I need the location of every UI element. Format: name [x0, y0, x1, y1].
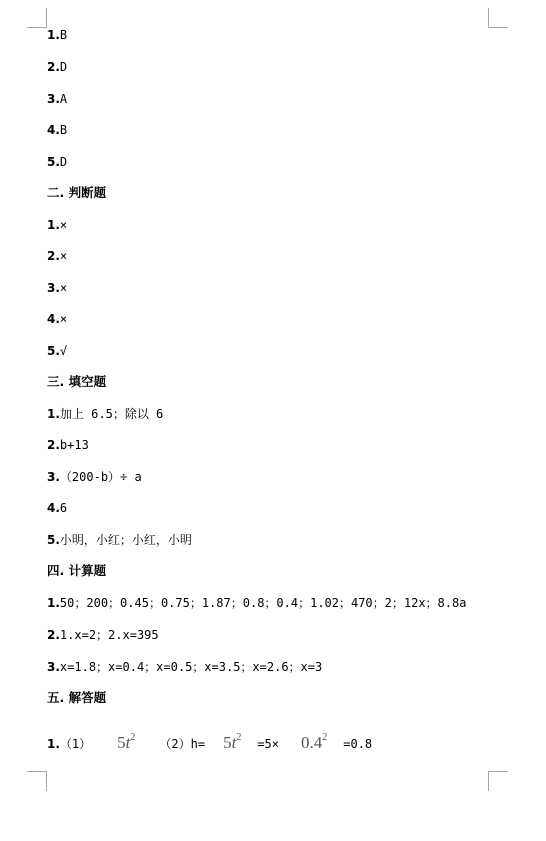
- item-number: 1.: [47, 407, 60, 421]
- item-answer: ×: [59, 249, 68, 263]
- judge-answer-3: [47, 281, 67, 295]
- corner-mark-top-right-v: [488, 8, 489, 28]
- choice-answer-4: [47, 123, 67, 137]
- corner-mark-top-left-v: [46, 8, 47, 28]
- calc-answer-1: [47, 596, 466, 610]
- item-number: 5.: [47, 533, 60, 547]
- fill-answer-5: [47, 533, 192, 547]
- choice-answer-1: [47, 28, 67, 42]
- calc-answer-3: [47, 660, 322, 674]
- item-answer: 小明，小红；小红，小明: [59, 533, 192, 547]
- choice-answer-3: [47, 92, 67, 106]
- item-answer: x=1.8；x=0.4；x=0.5；x=3.5；x=2.6；x=3: [59, 660, 323, 674]
- item-number: 2.: [47, 438, 60, 452]
- fill-answer-1: [47, 407, 163, 421]
- item-number: 4.: [47, 123, 60, 137]
- section-heading-fill: 三. 填空题: [47, 374, 107, 389]
- part-2-label: （2）h=: [159, 737, 206, 751]
- item-number: 3.: [47, 660, 60, 674]
- formula-2: $5t^2$: [223, 732, 242, 752]
- item-answer: 1.x=2；2.x=395: [59, 628, 159, 642]
- item-answer: 6: [59, 501, 68, 515]
- judge-answer-2: [47, 249, 67, 263]
- item-number: 1.: [47, 737, 60, 751]
- fill-answer-4: [47, 501, 67, 515]
- item-answer: D: [59, 155, 68, 169]
- item-answer: 加上 6.5；除以 6: [59, 407, 164, 421]
- item-answer: D: [59, 60, 68, 74]
- choice-answer-5: [47, 155, 67, 169]
- corner-mark-bottom-right-h: [488, 771, 508, 772]
- section-heading-judge: 二. 判断题: [47, 185, 107, 200]
- item-number: 1.: [47, 218, 60, 232]
- corner-mark-top-left-h: [27, 27, 47, 28]
- section-heading-calc: 四. 计算题: [47, 563, 107, 578]
- item-answer: √: [59, 344, 68, 358]
- judge-answer-4: [47, 312, 67, 326]
- item-number: 2.: [47, 628, 60, 642]
- item-answer: ×: [59, 281, 68, 295]
- fill-answer-2: [47, 438, 89, 452]
- fill-answer-3: [47, 470, 142, 484]
- result-text: =0.8: [343, 737, 373, 751]
- item-answer: 50；200；0.45；0.75；1.87；0.8；0.4；1.02；470；2；12x；8.8a: [59, 596, 467, 610]
- item-number: 2.: [47, 60, 60, 74]
- item-number: 5.: [47, 344, 60, 358]
- item-number: 4.: [47, 501, 60, 515]
- item-number: 1.: [47, 28, 60, 42]
- formula-3: $0.4^2$: [301, 732, 328, 752]
- item-number: 3.: [47, 470, 60, 484]
- item-number: 3.: [47, 92, 60, 106]
- solve-answer-1: [47, 727, 372, 755]
- item-number: 3.: [47, 281, 60, 295]
- item-answer: A: [59, 92, 68, 106]
- item-number: 4.: [47, 312, 60, 326]
- formula-1: $5t^2$: [117, 732, 136, 752]
- item-number: 1.: [47, 596, 60, 610]
- judge-answer-1: [47, 218, 67, 232]
- item-answer: ×: [59, 312, 68, 326]
- calc-answer-2: [47, 628, 159, 642]
- part-1-label: （1）: [59, 737, 92, 751]
- item-answer: B: [59, 123, 68, 137]
- corner-mark-top-right-h: [488, 27, 508, 28]
- item-answer: B: [59, 28, 68, 42]
- item-answer: ×: [59, 218, 68, 232]
- multiply-text: =5×: [257, 737, 279, 751]
- judge-answer-5: [47, 344, 67, 358]
- corner-mark-bottom-left-h: [27, 771, 47, 772]
- corner-mark-bottom-right-v: [488, 771, 489, 791]
- item-number: 5.: [47, 155, 60, 169]
- section-heading-solve: 五. 解答题: [47, 690, 107, 705]
- item-answer: （200-b）÷ a: [59, 470, 142, 484]
- choice-answer-2: [47, 60, 67, 74]
- corner-mark-bottom-left-v: [46, 771, 47, 791]
- item-number: 2.: [47, 249, 60, 263]
- item-answer: b+13: [59, 438, 89, 452]
